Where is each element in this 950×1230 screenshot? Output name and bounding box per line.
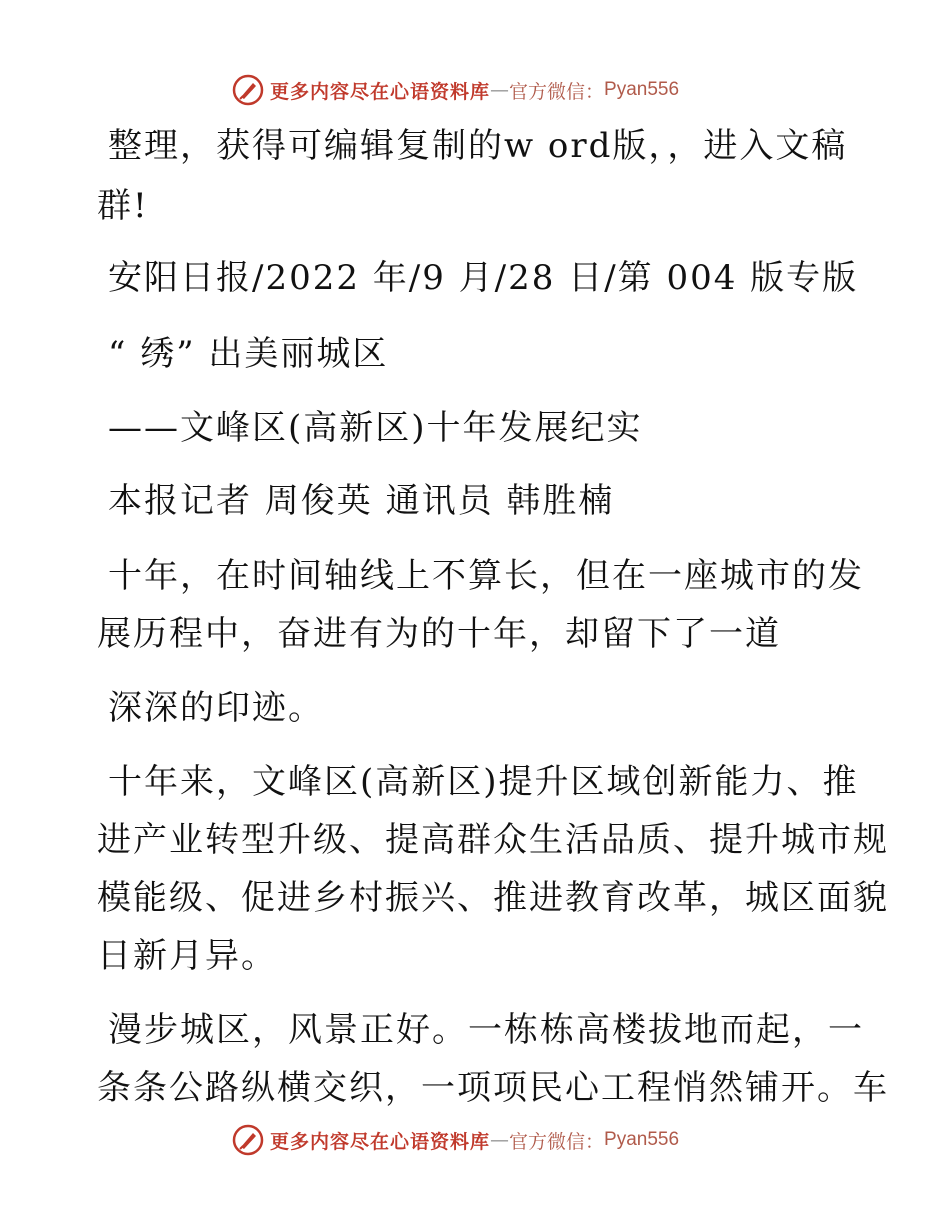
text-line: 十年来，文峰区(高新区)提升区域创新能力、推 [108, 762, 859, 802]
text-line: 模能级、促进乡村振兴、推进教育改革，城区面貌 [97, 878, 889, 918]
text-line: 群! [97, 186, 149, 226]
watermark-separator: — [490, 1129, 510, 1151]
article-subtitle: ——文峰区(高新区)十年发展纪实 [108, 408, 643, 448]
quill-logo-icon [232, 74, 264, 106]
watermark-brand: 更多内容尽在心语资料库 [270, 1130, 491, 1153]
watermark-wechat-label: 官方微信： [509, 1130, 605, 1153]
text-line: 整理，获得可编辑复制的w ord版，，进入文稿 [108, 126, 848, 166]
text-line: 条条公路纵横交织，一项项民心工程悄然铺开。车 [97, 1068, 889, 1108]
text-line: 漫步城区，风景正好。一栋栋高楼拔地而起，一 [108, 1010, 864, 1050]
article-source: 安阳日报/2022 年/9 月/28 日/第 004 版专版 [108, 258, 859, 298]
text-line: 进产业转型升级、提高群众生活品质、提升城市规 [97, 820, 889, 860]
text-line: 展历程中，奋进有为的十年，却留下了一道 [97, 614, 781, 654]
watermark-brand: 更多内容尽在心语资料库 [270, 80, 491, 103]
text-line: 日新月异。 [97, 936, 277, 976]
watermark-separator: — [490, 79, 510, 101]
watermark-wechat-id: Pyan556 [604, 79, 680, 100]
watermark-banner-bottom [232, 1120, 679, 1160]
watermark-wechat-label: 官方微信： [509, 80, 605, 103]
article-title: “ 绣” 出美丽城区 [108, 334, 389, 374]
quill-logo-icon [232, 1124, 264, 1156]
article-byline: 本报记者 周俊英 通讯员 韩胜楠 [108, 481, 615, 521]
watermark-wechat-id: Pyan556 [604, 1129, 680, 1150]
watermark-banner-top [232, 70, 679, 110]
text-line: 十年，在时间轴线上不算长，但在一座城市的发 [108, 556, 864, 596]
text-line: 深深的印迹。 [108, 688, 324, 728]
